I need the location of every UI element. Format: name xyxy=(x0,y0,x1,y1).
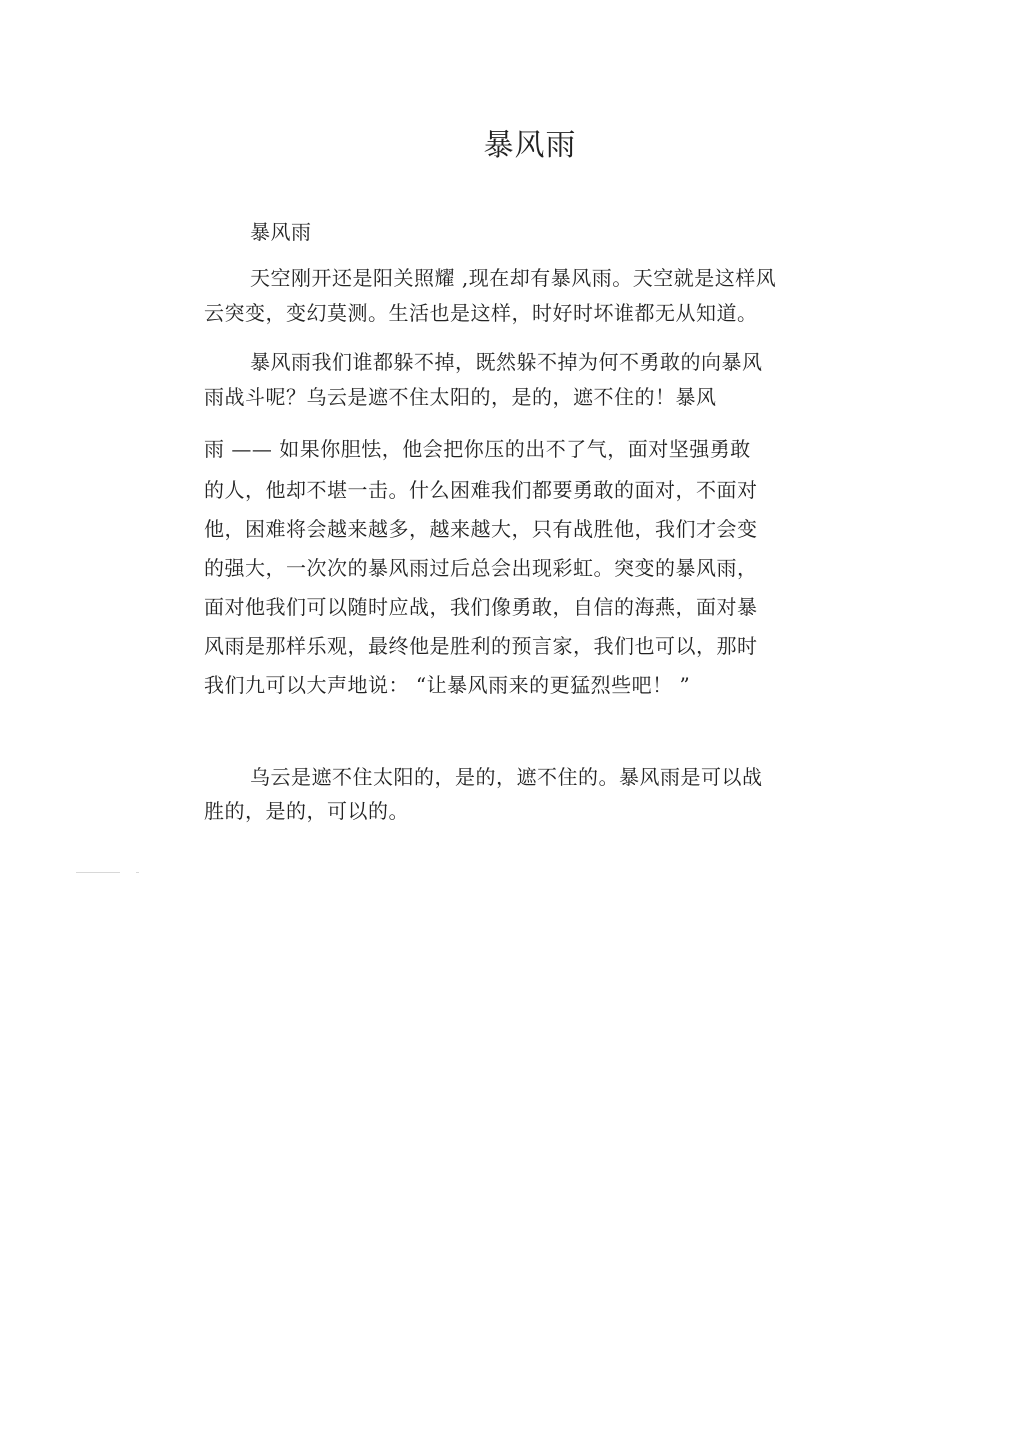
paragraph-3-line-4: 的强大，一次次的暴风雨过后总会出现彩虹。突变的暴风雨， xyxy=(204,556,758,580)
paragraph-1-line-2: 云突变，变幻莫测。生活也是这样，时好时坏谁都无从知道。 xyxy=(204,301,758,325)
paragraph-4-line-2: 胜的，是的，可以的。 xyxy=(204,799,409,823)
scan-artifact-dot xyxy=(136,872,139,873)
scan-artifact-mark xyxy=(76,872,120,873)
paragraph-3-line-7: 我们九可以大声地说： “让暴风雨来的更猛烈些吧！ ” xyxy=(204,673,691,697)
subtitle-line: 暴风雨 xyxy=(250,220,312,244)
paragraph-3-line-3: 他，困难将会越来越多，越来越大，只有战胜他，我们才会变 xyxy=(204,517,758,541)
paragraph-3-line-5: 面对他我们可以随时应战，我们像勇敢，自信的海燕，面对暴 xyxy=(204,595,758,619)
paragraph-2-line-2: 雨战斗呢？乌云是遮不住太阳的，是的，遮不住的！暴风 xyxy=(204,385,717,409)
document-title: 暴风雨 xyxy=(483,128,577,163)
paragraph-4-line-1: 乌云是遮不住太阳的，是的，遮不住的。暴风雨是可以战 xyxy=(250,765,763,789)
paragraph-2-line-1: 暴风雨我们谁都躲不掉，既然躲不掉为何不勇敢的向暴风 xyxy=(250,350,763,374)
paragraph-3-line-2: 的人，他却不堪一击。什么困难我们都要勇敢的面对，不面对 xyxy=(204,478,758,502)
paragraph-1-line-1: 天空刚开还是阳关照耀 ,现在却有暴风雨。天空就是这样风 xyxy=(250,266,777,290)
paragraph-3-line-1: 雨 —— 如果你胆怯，他会把你压的出不了气，面对坚强勇敢 xyxy=(204,437,751,461)
paragraph-3-line-6: 风雨是那样乐观，最终他是胜利的预言家，我们也可以，那时 xyxy=(204,634,758,658)
